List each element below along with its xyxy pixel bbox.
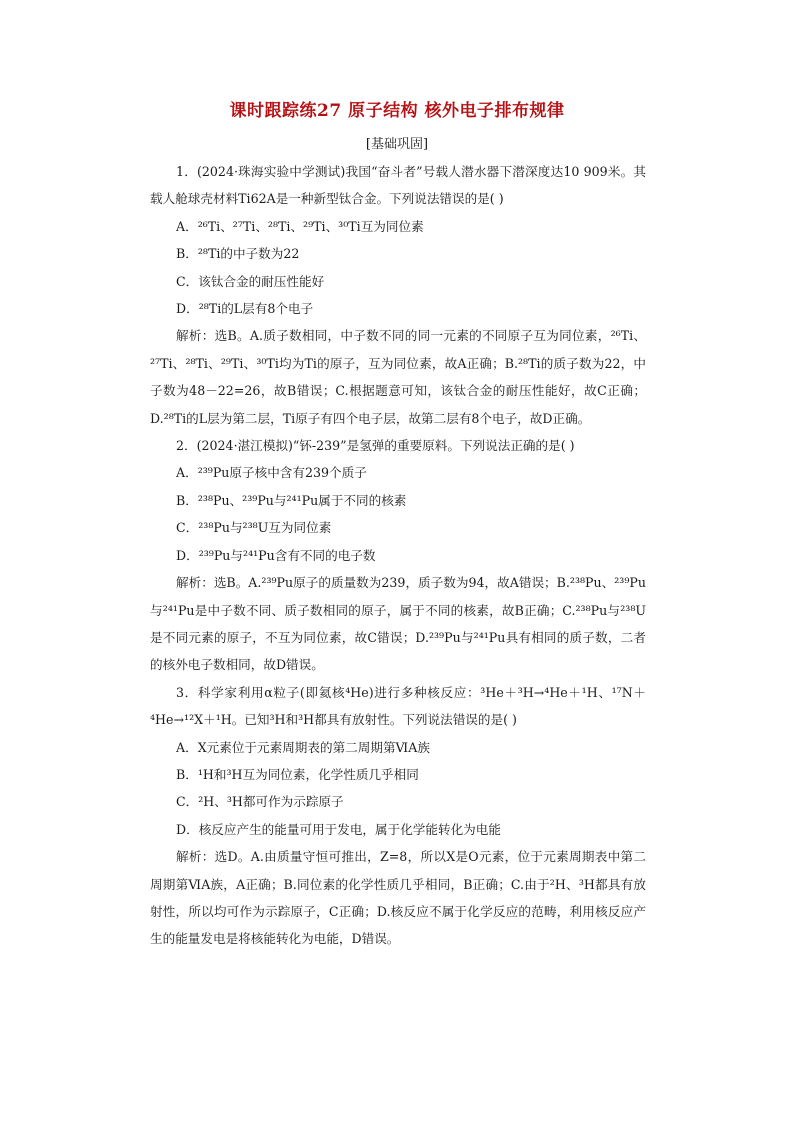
option-b: B．²⁸Ti的中子数为22 [176, 246, 300, 262]
content-body [150, 158, 646, 953]
question-1 [150, 158, 646, 432]
option-b: B．²³⁸Pu、²³⁹Pu与²⁴¹Pu属于不同的核素 [176, 492, 407, 508]
analysis-text: 解析：选D。A.由质量守恒可推出，Z=8，所以X是O元素，位于元素周期表中第二周期第ⅥA族，A正确；B.同位素的化学性质几乎相同，B正确；C.由于²H、³H都具有放射性，所以均可作为示踪原子，C正确；D.核反应不属于化学反应的范畴，利用核反应产生的能量发电是将核能转化为电能，D错误。 [150, 849, 646, 947]
option-c: C．²³⁸Pu与²³⁸U互为同位素 [176, 520, 332, 536]
option-b: B．¹H和³H互为同位素，化学性质几乎相同 [176, 766, 419, 782]
option-a: A．²⁶Ti、²⁷Ti、²⁸Ti、²⁹Ti、³⁰Ti互为同位素 [176, 218, 424, 234]
page-title: 课时跟踪练27 原子结构 核外电子排布规律 [229, 101, 565, 121]
option-a: A．X元素位于元素周期表的第二周期第ⅥA族 [176, 739, 430, 755]
option-d: D．²³⁹Pu与²⁴¹Pu含有不同的电子数 [176, 547, 376, 563]
question-2 [150, 432, 646, 679]
question-stem: 1．(2024·珠海实验中学测试)我国“奋斗者”号载人潜水器下潜深度达10 909米。其载人舱球壳材料Ti62A是一种新型钛合金。下列说法错误的是( ) [150, 164, 646, 207]
option-c: C．该钛合金的耐压性能好 [176, 273, 325, 289]
question-stem: 3．科学家利用α粒子(即氦核⁴He)进行多种核反应：³He＋³H→⁴He＋¹H、¹⁷N＋⁴He→¹²X＋¹H。已知³H和³H都具有放射性。下列说法错误的是( ) [150, 684, 646, 728]
option-c: C．²H、³H都可作为示踪原子 [176, 794, 344, 810]
question-stem: 2．(2024·湛江模拟)“钚-239”是氢弹的重要原料。下列说法正确的是( ) [176, 438, 575, 454]
analysis-text: 解析：选B。A.²³⁹Pu原子的质量数为239，质子数为94，故A错误；B.²³⁸Pu、²³⁹Pu与²⁴¹Pu是中子数不同、质子数相同的原子，属于不同的核素，故B正确；C.²³⁸Pu与²³⁸U是不同元素的原子，不互为同位素，故C错误；D.²³⁹Pu与²⁴¹Pu具有相同的质子数，二者的核外电子数相同，故D错误。 [150, 575, 646, 673]
option-d: D．核反应产生的能量可用于发电，属于化学能转化为电能 [176, 821, 501, 837]
option-d: D．²⁸Ti的L层有8个电子 [176, 301, 314, 317]
section-heading: [基础巩固] [365, 137, 429, 152]
option-a: A．²³⁹Pu原子核中含有239个质子 [176, 465, 367, 481]
analysis-text: 解析：选B。A.质子数相同，中子数不同的同一元素的不同原子互为同位素，²⁶Ti、²⁷Ti、²⁸Ti、²⁹Ti、³⁰Ti均为Ti的原子，互为同位素，故A正确；B.²⁸Ti的质子数为22，中子数为48－22=26，故B错误；C.根据题意可知，该钛合金的耐压性能好，故C正确；D.²⁸Ti的L层为第二层，Ti原子有四个电子层，故第二层有8个电子，故D正确。 [150, 328, 646, 426]
question-3 [150, 679, 646, 953]
